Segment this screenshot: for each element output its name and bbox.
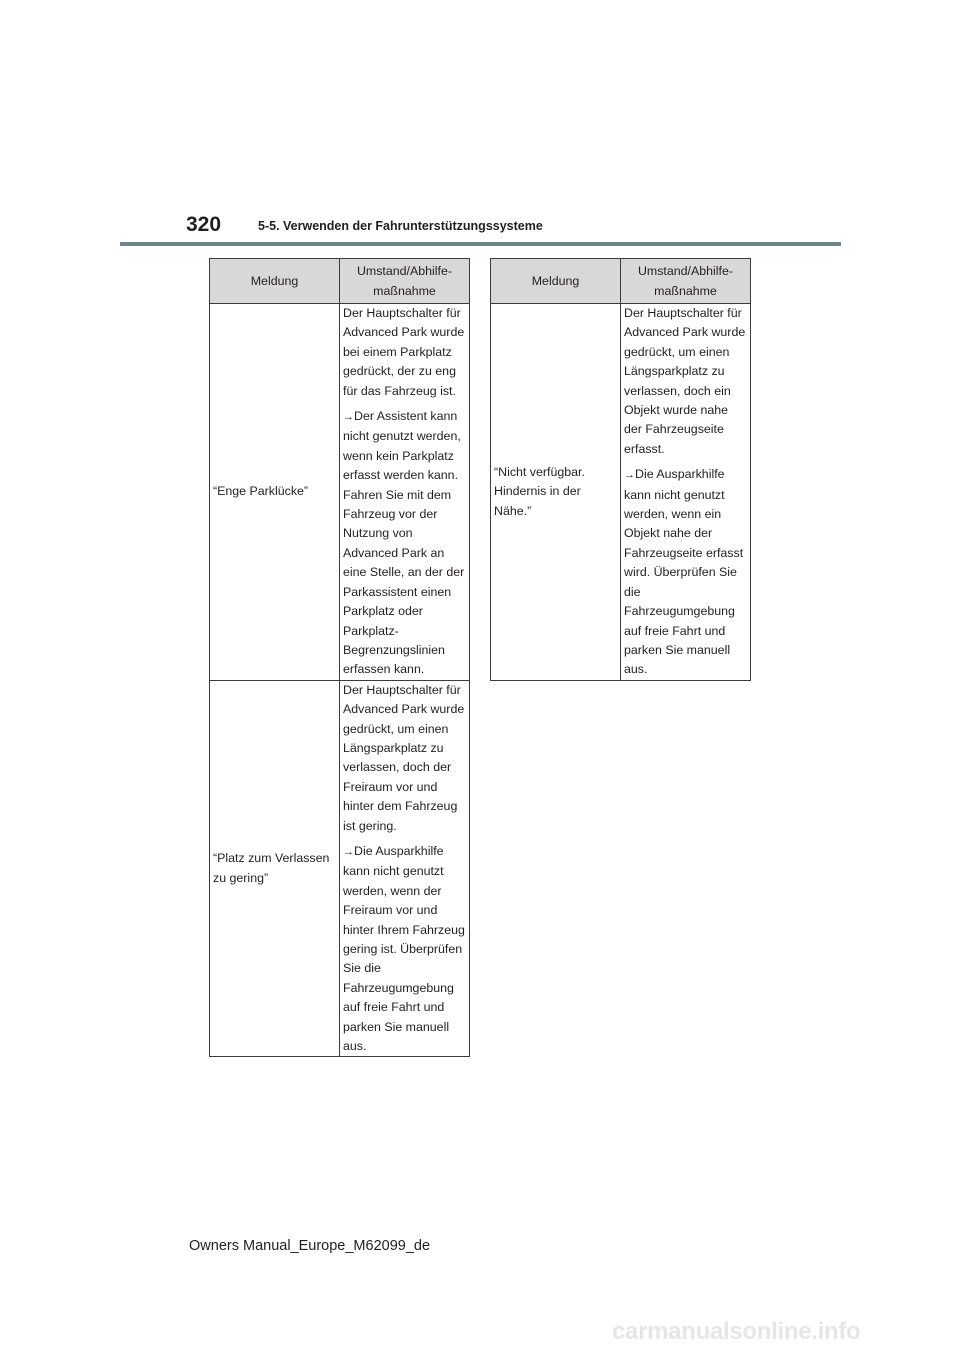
table-header-row xyxy=(210,259,470,304)
table-row xyxy=(491,304,751,681)
situation-text: Der Hauptschalter für Advanced Park wurde bei einem Parkplatz gedrückt, der zu eng für das Fahrzeug ist. xyxy=(343,306,465,398)
header-message: Meldung xyxy=(491,259,621,304)
message-cell: “Enge Parklücke” xyxy=(210,304,340,681)
footer-document-id: Owners Manual_Europe_M62099_de xyxy=(189,1238,431,1254)
arrow-icon: → xyxy=(343,411,354,424)
watermark: carmanualsonline.info xyxy=(612,1318,861,1345)
header-remedy: Umstand/Abhilfe-maßnahme xyxy=(621,259,751,304)
description-cell xyxy=(621,304,751,681)
situation-text: Der Hauptschalter für Advanced Park wurde gedrückt, um einen Längsparkplatz zu verlassen, doch der Freiraum vor und hinter dem Fahrzeug ist gering. xyxy=(343,682,465,833)
section-title: 5-5. Verwenden der Fahrunterstützungssysteme xyxy=(258,219,543,233)
remedy-paragraph xyxy=(624,465,747,679)
header-message: Meldung xyxy=(210,259,340,304)
situation-text: Der Hauptschalter für Advanced Park wurde gedrückt, um einen Längsparkplatz zu verlassen, doch ein Objekt wurde nahe der Fahrzeugseite erfasst. xyxy=(624,306,746,456)
table-header-row xyxy=(491,259,751,304)
page-number: 320 xyxy=(186,213,222,236)
table-row xyxy=(210,304,470,681)
header-remedy: Umstand/Abhilfe-maßnahme xyxy=(340,259,470,304)
message-cell: “Nicht verfügbar. Hindernis in der Nähe.” xyxy=(491,304,621,681)
remedy-text: Der Assistent kann nicht genutzt werden, wenn kein Parkplatz erfasst werden kann. Fahren Sie mit dem Fahrzeug vor der Nutzung von Advanced Park an eine Stelle, an der der Parkassistent einen Parkplatz oder Parkplatz-Begrenzungslinien erfassen kann. xyxy=(343,409,465,677)
description-cell xyxy=(340,304,470,681)
remedy-paragraph xyxy=(343,842,466,1056)
remedy-text: Die Ausparkhilfe kann nicht genutzt werden, wenn der Freiraum vor und hinter Ihrem Fahrzeug gering ist. Überprüfen Sie die Fahrzeugumgebung auf freie Fahrt und parken Sie manuell aus. xyxy=(343,843,465,1054)
message-table-left xyxy=(209,258,470,1057)
message-table-right xyxy=(490,258,751,681)
arrow-icon: → xyxy=(343,845,354,858)
table-row xyxy=(210,680,470,1057)
header-divider xyxy=(120,242,841,246)
remedy-text: Die Ausparkhilfe kann nicht genutzt werden, wenn ein Objekt nahe der Fahrzeugseite erfasst wird. Überprüfen Sie die Fahrzeugumgebung auf freie Fahrt und parken Sie manuell aus. xyxy=(624,467,744,677)
arrow-icon: → xyxy=(624,469,635,482)
remedy-paragraph xyxy=(343,407,466,680)
message-cell: “Platz zum Verlassen zu gering” xyxy=(210,680,340,1057)
description-cell xyxy=(340,680,470,1057)
